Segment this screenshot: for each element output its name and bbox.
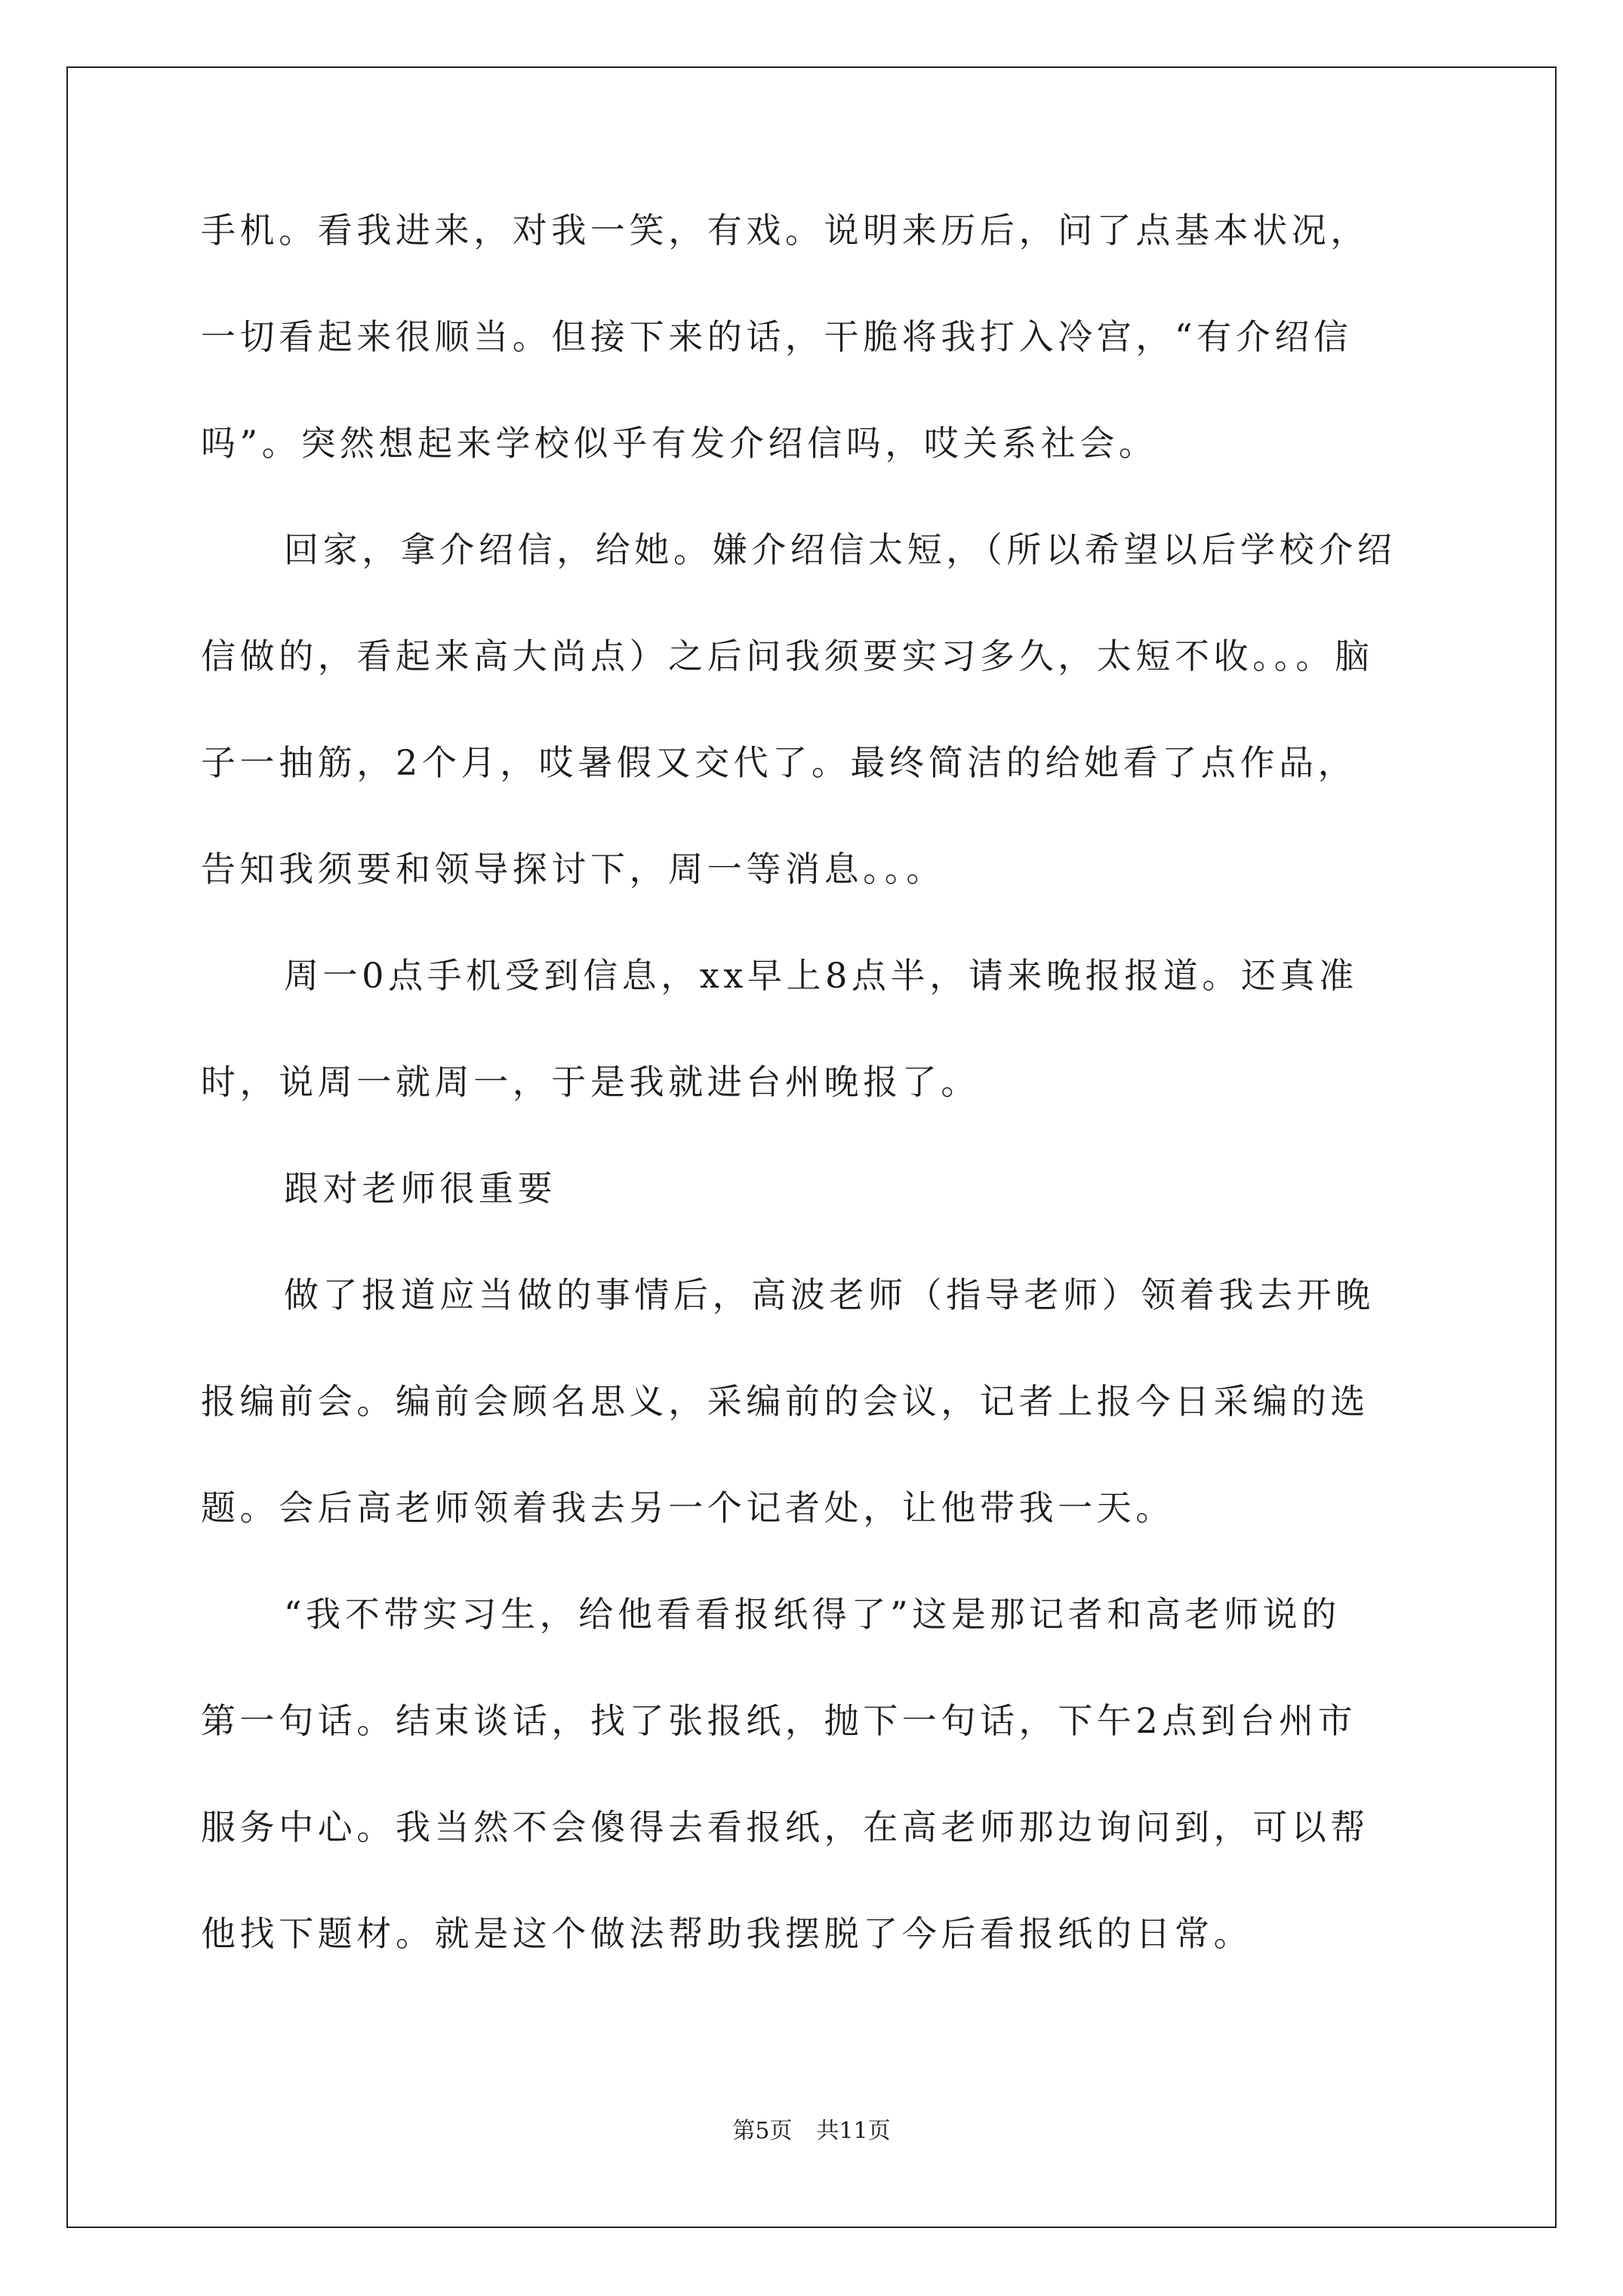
page-footer [0, 2116, 1623, 2147]
text-line: 一切看起来很顺当。但接下来的话，干脆将我打入冷宫，“有介绍信 [201, 316, 1353, 357]
text-line: 信做的，看起来高大尚点）之后问我须要实习多久，太短不收。。。脑 [201, 636, 1374, 676]
text-line: 题。会后高老师领着我去另一个记者处，让他带我一天。 [201, 1487, 1175, 1528]
text-line: 周一0点手机受到信息，xx早上8点半，请来晚报报道。还真准 [284, 955, 1358, 996]
text-line: 第一句话。结束谈话，找了张报纸，抛下一句话，下午2点到台州市 [201, 1700, 1357, 1741]
text-line: 时，说周一就周一，于是我就进台州晚报了。 [201, 1062, 980, 1102]
text-line: 手机。看我进来，对我一笑，有戏。说明来历后，问了点基本状况， [201, 210, 1369, 251]
text-line: 报编前会。编前会顾名思义，采编前的会议，记者上报今日采编的选 [201, 1381, 1369, 1422]
text-line: 告知我须要和领导探讨下，周一等消息。。。 [201, 849, 945, 889]
page-number: 第5页 [732, 2118, 793, 2144]
text-line: 回家，拿介绍信，给她。嫌介绍信太短，（所以希望以后学校介绍 [284, 529, 1397, 570]
text-line: 服务中心。我当然不会傻得去看报纸，在高老师那边询问到，可以帮 [201, 1807, 1369, 1848]
document-body [201, 206, 1431, 2016]
text-line: 他找下题材。就是这个做法帮助我摆脱了今后看报纸的日常。 [201, 1913, 1253, 1954]
text-line: 子一抽筋，2个月，哎暑假又交代了。最终简洁的给她看了点作品， [201, 742, 1357, 783]
text-line: 做了报道应当做的事情后，高波老师（指导老师）领着我去开晚 [284, 1274, 1375, 1315]
page-total: 共11页 [816, 2118, 891, 2144]
text-line: 吗”。突然想起来学校似乎有发介绍信吗，哎关系社会。 [201, 423, 1158, 464]
text-line: 跟对老师很重要 [284, 1168, 557, 1209]
text-line: “我不带实习生，给他看看报纸得了”这是那记者和高老师说的 [284, 1594, 1341, 1635]
